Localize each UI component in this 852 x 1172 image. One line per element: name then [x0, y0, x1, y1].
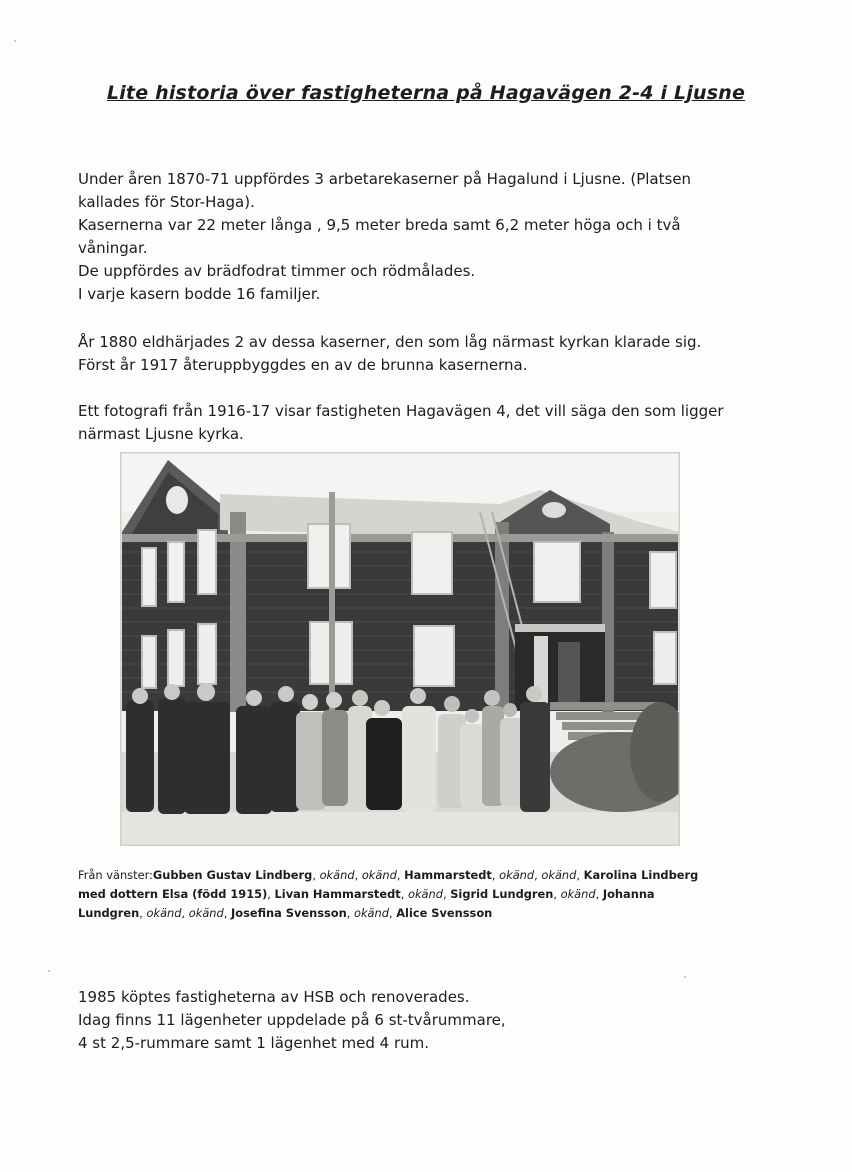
caption-unknown: okänd	[361, 868, 397, 882]
caption-separator: ,	[595, 887, 603, 901]
caption-separator: ,	[491, 868, 500, 882]
caption-separator: ,	[388, 906, 397, 920]
historical-photo	[120, 452, 680, 846]
caption-separator: ,	[312, 868, 320, 882]
caption-name: med dottern Elsa (född 1915)	[78, 887, 268, 901]
paragraph-fire	[78, 331, 768, 377]
caption-unknown: okänd	[499, 868, 535, 882]
paragraph-photo-intro	[78, 400, 768, 446]
historical-photo-icon	[120, 452, 680, 846]
text-line: Kasernerna var 22 meter långa , 9,5 meter breda samt 6,2 meter höga och i två	[78, 216, 681, 234]
text-line: 4 st 2,5-rummare samt 1 lägenhet med 4 rum.	[78, 1034, 430, 1052]
caption-unknown: okänd	[541, 868, 577, 882]
caption-separator: ,	[346, 906, 354, 920]
caption-unknown: okänd	[407, 887, 443, 901]
caption-line	[78, 885, 778, 904]
text-line: kallades för Stor-Haga).	[78, 193, 255, 211]
paragraph-renovation	[78, 986, 768, 1055]
caption-name: Johanna	[602, 887, 655, 901]
caption-unknown: okänd	[560, 887, 596, 901]
caption-line	[78, 904, 778, 923]
caption-name: Karolina Lindberg	[583, 868, 699, 882]
caption-name: Hammarstedt	[404, 868, 492, 882]
page-title: Lite historia över fastigheterna på Hagavägen 2-4 i Ljusne	[106, 82, 746, 104]
caption-name: Sigrid Lundgren	[450, 887, 554, 901]
text-line: År 1880 eldhärjades 2 av dessa kaserner, den som låg närmast kyrkan klarade sig.	[78, 333, 702, 351]
text-line: De uppfördes av brädfodrat timmer och rödmålades.	[78, 262, 476, 280]
caption-separator: ,	[223, 906, 231, 920]
text-line: Under åren 1870-71 uppfördes 3 arbetarekaserner på Hagalund i Ljusne. (Platsen	[78, 170, 692, 188]
caption-name: Gubben Gustav Lindberg	[152, 868, 313, 882]
text-line: I varje kasern bodde 16 familjer.	[78, 285, 321, 303]
text-line: Idag finns 11 lägenheter uppdelade på 6 st-tvårummare,	[78, 1011, 506, 1029]
caption-name: Lundgren	[78, 906, 140, 920]
caption-separator: ,	[139, 906, 147, 920]
caption-separator: ,	[267, 887, 275, 901]
text-line: våningar.	[78, 239, 148, 257]
caption-unknown: okänd	[319, 868, 355, 882]
caption-separator: ,	[553, 887, 561, 901]
caption-separator: ,	[181, 906, 189, 920]
caption-separator: ,	[400, 887, 408, 901]
caption-separator: ,	[442, 887, 451, 901]
caption-separator: ,	[576, 868, 584, 882]
text-line: 1985 köptes fastigheterna av HSB och renoverades.	[78, 988, 470, 1006]
caption-name: Josefina Svensson	[231, 906, 347, 920]
caption-name: Alice Svensson	[396, 906, 493, 920]
caption-separator: ,	[534, 868, 542, 882]
photo-caption	[78, 866, 778, 923]
caption-line	[78, 866, 778, 885]
caption-unknown: okänd	[146, 906, 182, 920]
text-line: närmast Ljusne kyrka.	[78, 425, 244, 443]
caption-unknown: okänd	[188, 906, 224, 920]
scan-speck	[48, 970, 50, 972]
caption-separator: ,	[396, 868, 405, 882]
caption-separator: ,	[354, 868, 362, 882]
caption-unknown: okänd	[353, 906, 389, 920]
scan-speck	[684, 976, 686, 978]
caption-prefix: Från vänster:	[78, 868, 153, 882]
paragraph-construction	[78, 168, 768, 306]
text-line: Först år 1917 återuppbyggdes en av de brunna kasernerna.	[78, 356, 528, 374]
caption-name: Livan Hammarstedt	[274, 887, 401, 901]
text-line: Ett fotografi från 1916-17 visar fastigheten Hagavägen 4, det vill säga den som ligger	[78, 402, 724, 420]
scan-speck	[14, 40, 16, 42]
